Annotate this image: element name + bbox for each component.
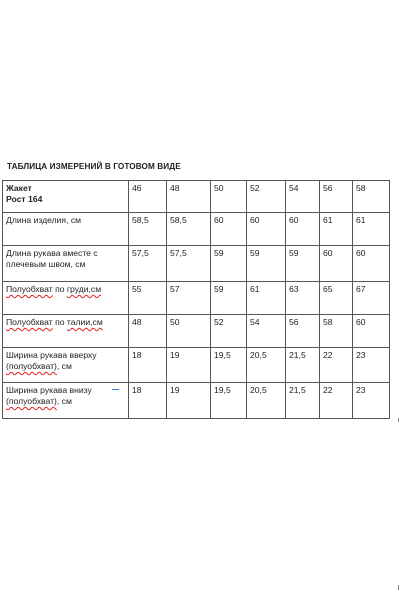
value-cell: 59 <box>247 246 286 282</box>
table-row <box>3 315 390 348</box>
measurement-table <box>2 180 390 419</box>
row-label-cell <box>3 348 129 383</box>
row-label-text: , см <box>56 396 72 406</box>
value-cell: 22 <box>320 348 353 383</box>
value-cell: 58,5 <box>167 213 211 246</box>
edge-mark <box>398 418 399 422</box>
garment-name: Жакет <box>6 183 32 193</box>
value-cell: 21,5 <box>286 348 320 383</box>
row-label-text: Ширина рукава внизу <box>6 385 95 395</box>
value-cell: 19,5 <box>211 383 247 419</box>
value-cell: 19 <box>167 383 211 419</box>
row-label-text: Длина рукава вместе с плечевым швом, см <box>6 248 98 269</box>
row-label-text: груди,см <box>66 284 102 294</box>
row-label-text: (полуобхват) <box>6 396 57 406</box>
value-cell: 22 <box>320 383 353 419</box>
value-cell: 59 <box>286 246 320 282</box>
size-header-cell: 52 <box>247 181 286 213</box>
row-label-cell <box>3 383 129 419</box>
value-cell: 48 <box>129 315 167 348</box>
row-label-text: Полуобхват <box>6 284 53 294</box>
row-label-text: по <box>52 317 67 327</box>
table-row <box>3 348 390 383</box>
value-cell: 59 <box>211 246 247 282</box>
size-header-cell: 58 <box>353 181 390 213</box>
value-cell: 59 <box>211 282 247 315</box>
value-cell: 56 <box>286 315 320 348</box>
table-row <box>3 213 390 246</box>
value-cell: 20,5 <box>247 383 286 419</box>
value-cell: 57 <box>167 282 211 315</box>
size-header-cell: 50 <box>211 181 247 213</box>
value-cell: 60 <box>247 213 286 246</box>
value-cell: 21,5 <box>286 383 320 419</box>
value-cell: 60 <box>320 246 353 282</box>
row-label-text: Ширина рукава вверху <box>6 350 97 360</box>
row-label-cell <box>3 315 129 348</box>
row-label-cell <box>3 282 129 315</box>
table-title: ТАБЛИЦА ИЗМЕРЕНИЙ В ГОТОВОМ ВИДЕ <box>7 162 181 171</box>
table-row <box>3 282 390 315</box>
insertion-mark-icon <box>112 389 119 390</box>
value-cell: 23 <box>353 383 390 419</box>
value-cell: 61 <box>353 213 390 246</box>
value-cell: 61 <box>247 282 286 315</box>
size-header-cell: 48 <box>167 181 211 213</box>
value-cell: 60 <box>211 213 247 246</box>
value-cell: 57,5 <box>167 246 211 282</box>
row-label-text: талии,см <box>66 317 103 327</box>
value-cell: 65 <box>320 282 353 315</box>
size-header-cell: 56 <box>320 181 353 213</box>
size-header-cell: 54 <box>286 181 320 213</box>
size-header-cell: 46 <box>129 181 167 213</box>
row-label-cell <box>3 246 129 282</box>
value-cell: 58,5 <box>129 213 167 246</box>
value-cell: 67 <box>353 282 390 315</box>
value-cell: 60 <box>286 213 320 246</box>
value-cell: 58 <box>320 315 353 348</box>
value-cell: 18 <box>129 383 167 419</box>
header-label-cell <box>3 181 129 213</box>
value-cell: 23 <box>353 348 390 383</box>
value-cell: 54 <box>247 315 286 348</box>
value-cell: 63 <box>286 282 320 315</box>
value-cell: 61 <box>320 213 353 246</box>
height-label: Рост 164 <box>6 194 43 204</box>
value-cell: 60 <box>353 246 390 282</box>
value-cell: 60 <box>353 315 390 348</box>
value-cell: 19 <box>167 348 211 383</box>
value-cell: 19,5 <box>211 348 247 383</box>
table-row <box>3 246 390 282</box>
row-label-text: Длина изделия, см <box>6 215 82 225</box>
row-label-text: , см <box>56 361 72 371</box>
row-label-text: (полуобхват) <box>6 361 57 371</box>
row-label-text: Полуобхват <box>6 317 53 327</box>
value-cell: 57,5 <box>129 246 167 282</box>
row-label-text: по <box>52 284 67 294</box>
value-cell: 55 <box>129 282 167 315</box>
value-cell: 52 <box>211 315 247 348</box>
value-cell: 20,5 <box>247 348 286 383</box>
table-header-row <box>3 181 390 213</box>
table-row <box>3 383 390 419</box>
row-label-cell <box>3 213 129 246</box>
value-cell: 18 <box>129 348 167 383</box>
edge-mark <box>398 585 399 590</box>
value-cell: 50 <box>167 315 211 348</box>
